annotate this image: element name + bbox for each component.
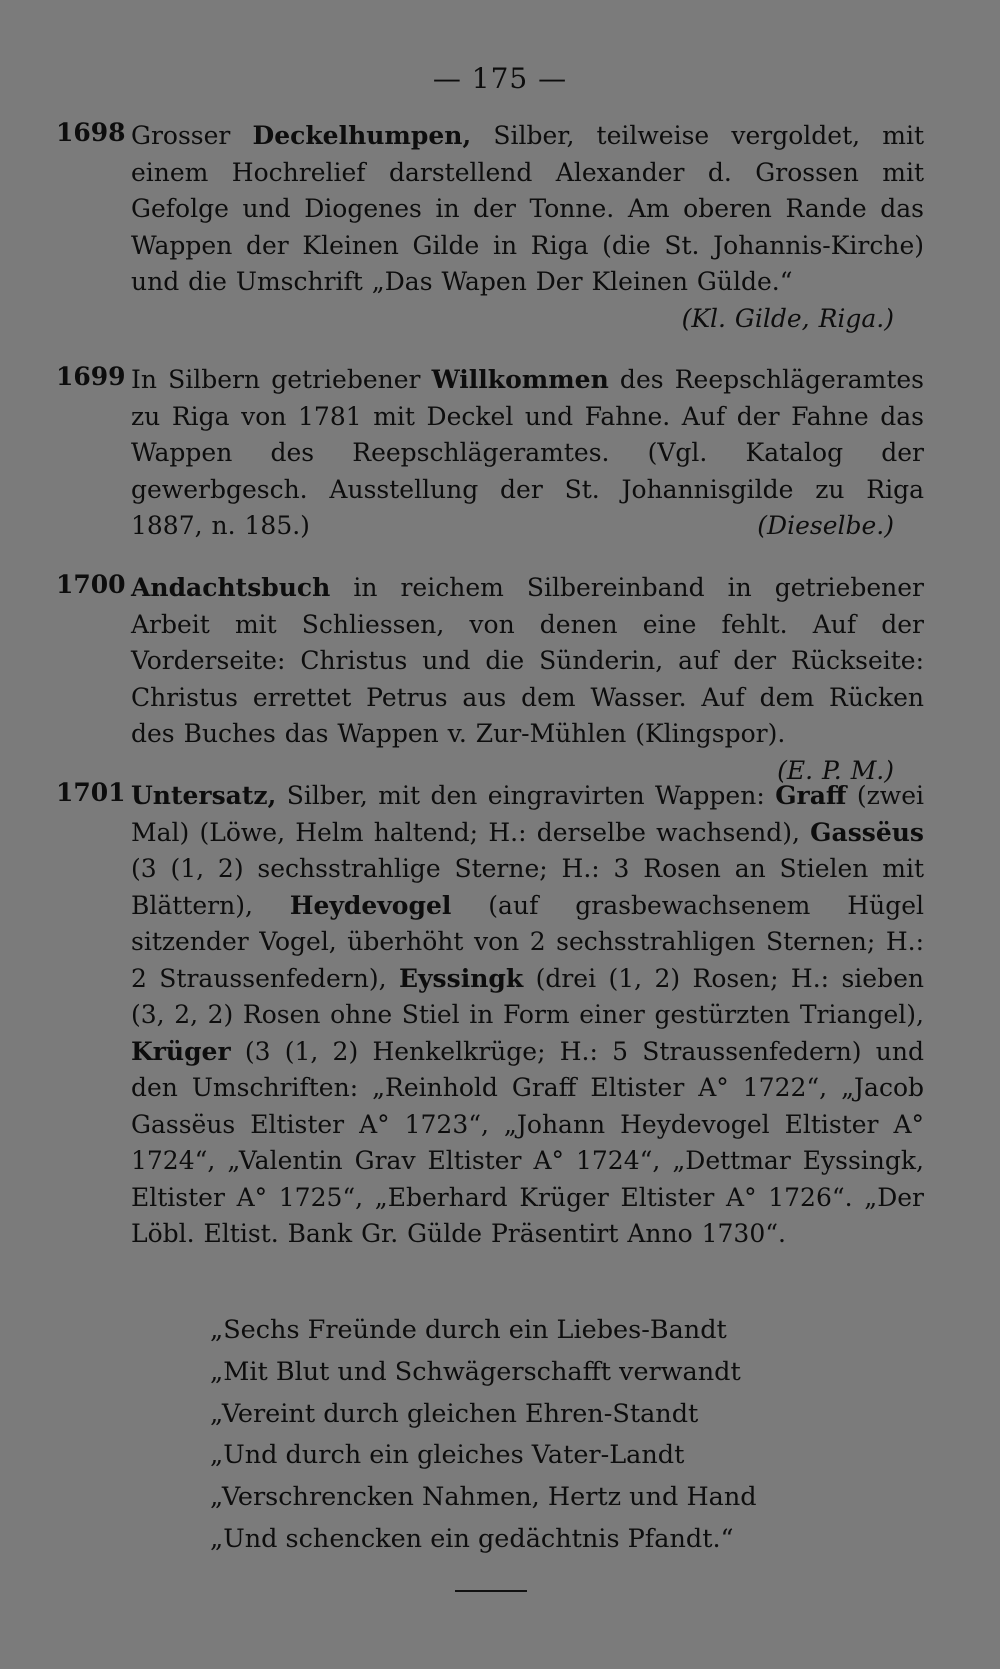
- entry-text: [131, 362, 924, 545]
- entry-segment: Gassëus: [810, 817, 924, 847]
- end-rule-divider: [455, 1590, 527, 1592]
- entry-segment: Eyssingk: [398, 963, 524, 993]
- entry-text: [131, 570, 924, 785]
- entry-title: Willkommen: [431, 365, 609, 394]
- page-number: — 175 —: [432, 62, 568, 95]
- entry-segment: (auf grasbewachsenem Hügel sitzender Vogel, überhöht von 2 sechsstrahligen Sternen; H.: 2 Straussenfedern),: [131, 890, 924, 993]
- entry-description: in reichem Silbereinband in getriebener Arbeit mit Schliessen, von denen eine fehlt. Auf der Vorderseite: Christus und die Sünderin, auf der Rückseite: Christus errettet Petrus aus dem Wasser. Auf dem Rücken des Buches das Wappen v. Zur-Mühlen (Klingspor).: [131, 573, 924, 748]
- entry-number: 1699: [56, 362, 126, 391]
- entry-segment: (drei (1, 2) Rosen; H.: sieben (3, 2, 2) Rosen ohne Stiel in Form einer gestürzten Triangel),: [131, 963, 924, 1029]
- entry-number: 1701: [56, 778, 126, 807]
- entry-description: Silber, teilweise vergoldet, mit einem Hochrelief darstellend Alexander d. Grossen mit Gefolge und Diogenes in der Tonne. Am oberen Rande das Wappen der Kleinen Gilde in Riga (die St. Johannis-Kirche) und die Umschrift „Das Wapen Der Kleinen Gülde.“: [131, 121, 924, 296]
- poem-line: „Und durch ein gleiches Vater-Landt: [210, 1440, 685, 1471]
- entry-title: Andachtsbuch: [131, 573, 331, 602]
- entry-source: (E. P. M.): [777, 755, 894, 785]
- entry-segment: (3 (1, 2) Henkelkrüge; H.: 5 Straussenfedern) und den Umschriften: „Reinhold Graff Eltister A° 1722“, „Jacob Gassëus Eltister A° 1723“, „Johann Heydevogel Eltister A° 1724“, „Valentin Grav Eltister A° 1724“, „Dettmar Eyssingk, Eltister A° 1725“, „Eberhard Krüger Eltister A° 1726“. „Der Löbl. Eltist. Bank Gr. Gülde Präsentirt Anno 1730“.: [131, 1036, 924, 1248]
- entry-segment: Silber, mit den eingravirten Wappen:: [276, 781, 776, 810]
- entry-lead: Grosser: [131, 121, 253, 150]
- entry-segment: Heydevogel: [289, 890, 452, 920]
- catalog-entry-1699: [56, 362, 924, 545]
- entry-segment: Untersatz,: [131, 781, 277, 810]
- entry-description: des Reepschlägeramtes zu Riga von 1781 mit Deckel und Fahne. Auf der Fahne das Wappen des Reepschlägeramtes. (Vgl. Katalog der gewerbgesch. Ausstellung der St. Johannisgilde zu Riga 1887, n. 185.): [131, 365, 925, 540]
- entry-source: (Kl. Gilde, Riga.): [681, 303, 894, 333]
- poem-line: „Verschrencken Nahmen, Hertz und Hand: [210, 1482, 757, 1513]
- catalog-entry-1698: [56, 118, 924, 337]
- entry-segment: (3 (1, 2) sechsstrahlige Sterne; H.: 3 Rosen an Stielen mit Blättern),: [131, 854, 924, 920]
- catalog-entry-1701: [56, 778, 924, 1253]
- poem-line: „Und schencken ein gedächtnis Pfandt.“: [210, 1523, 734, 1554]
- entry-title: Deckelhumpen,: [252, 121, 472, 150]
- entry-text: [131, 118, 924, 337]
- inscription-poem: [210, 1310, 910, 1561]
- entry-number: 1700: [56, 570, 126, 599]
- catalog-entry-1700: [56, 570, 924, 789]
- entry-number: 1698: [56, 118, 126, 147]
- entry-segment: Graff: [775, 781, 847, 810]
- poem-line: „Sechs Freünde durch ein Liebes-Bandt: [210, 1315, 727, 1345]
- poem-line: „Mit Blut und Schwägerschafft verwandt: [210, 1356, 741, 1387]
- entry-source: (Dieselbe.): [757, 511, 894, 540]
- entry-segment: Krüger: [131, 1036, 231, 1066]
- poem-line: „Vereint durch gleichen Ehren-Standt: [210, 1398, 699, 1429]
- entry-lead: In Silbern getriebener: [131, 365, 432, 394]
- entry-segment: (zwei Mal) (Löwe, Helm haltend; H.: derselbe wachsend),: [131, 781, 924, 847]
- entry-text: [131, 778, 924, 1253]
